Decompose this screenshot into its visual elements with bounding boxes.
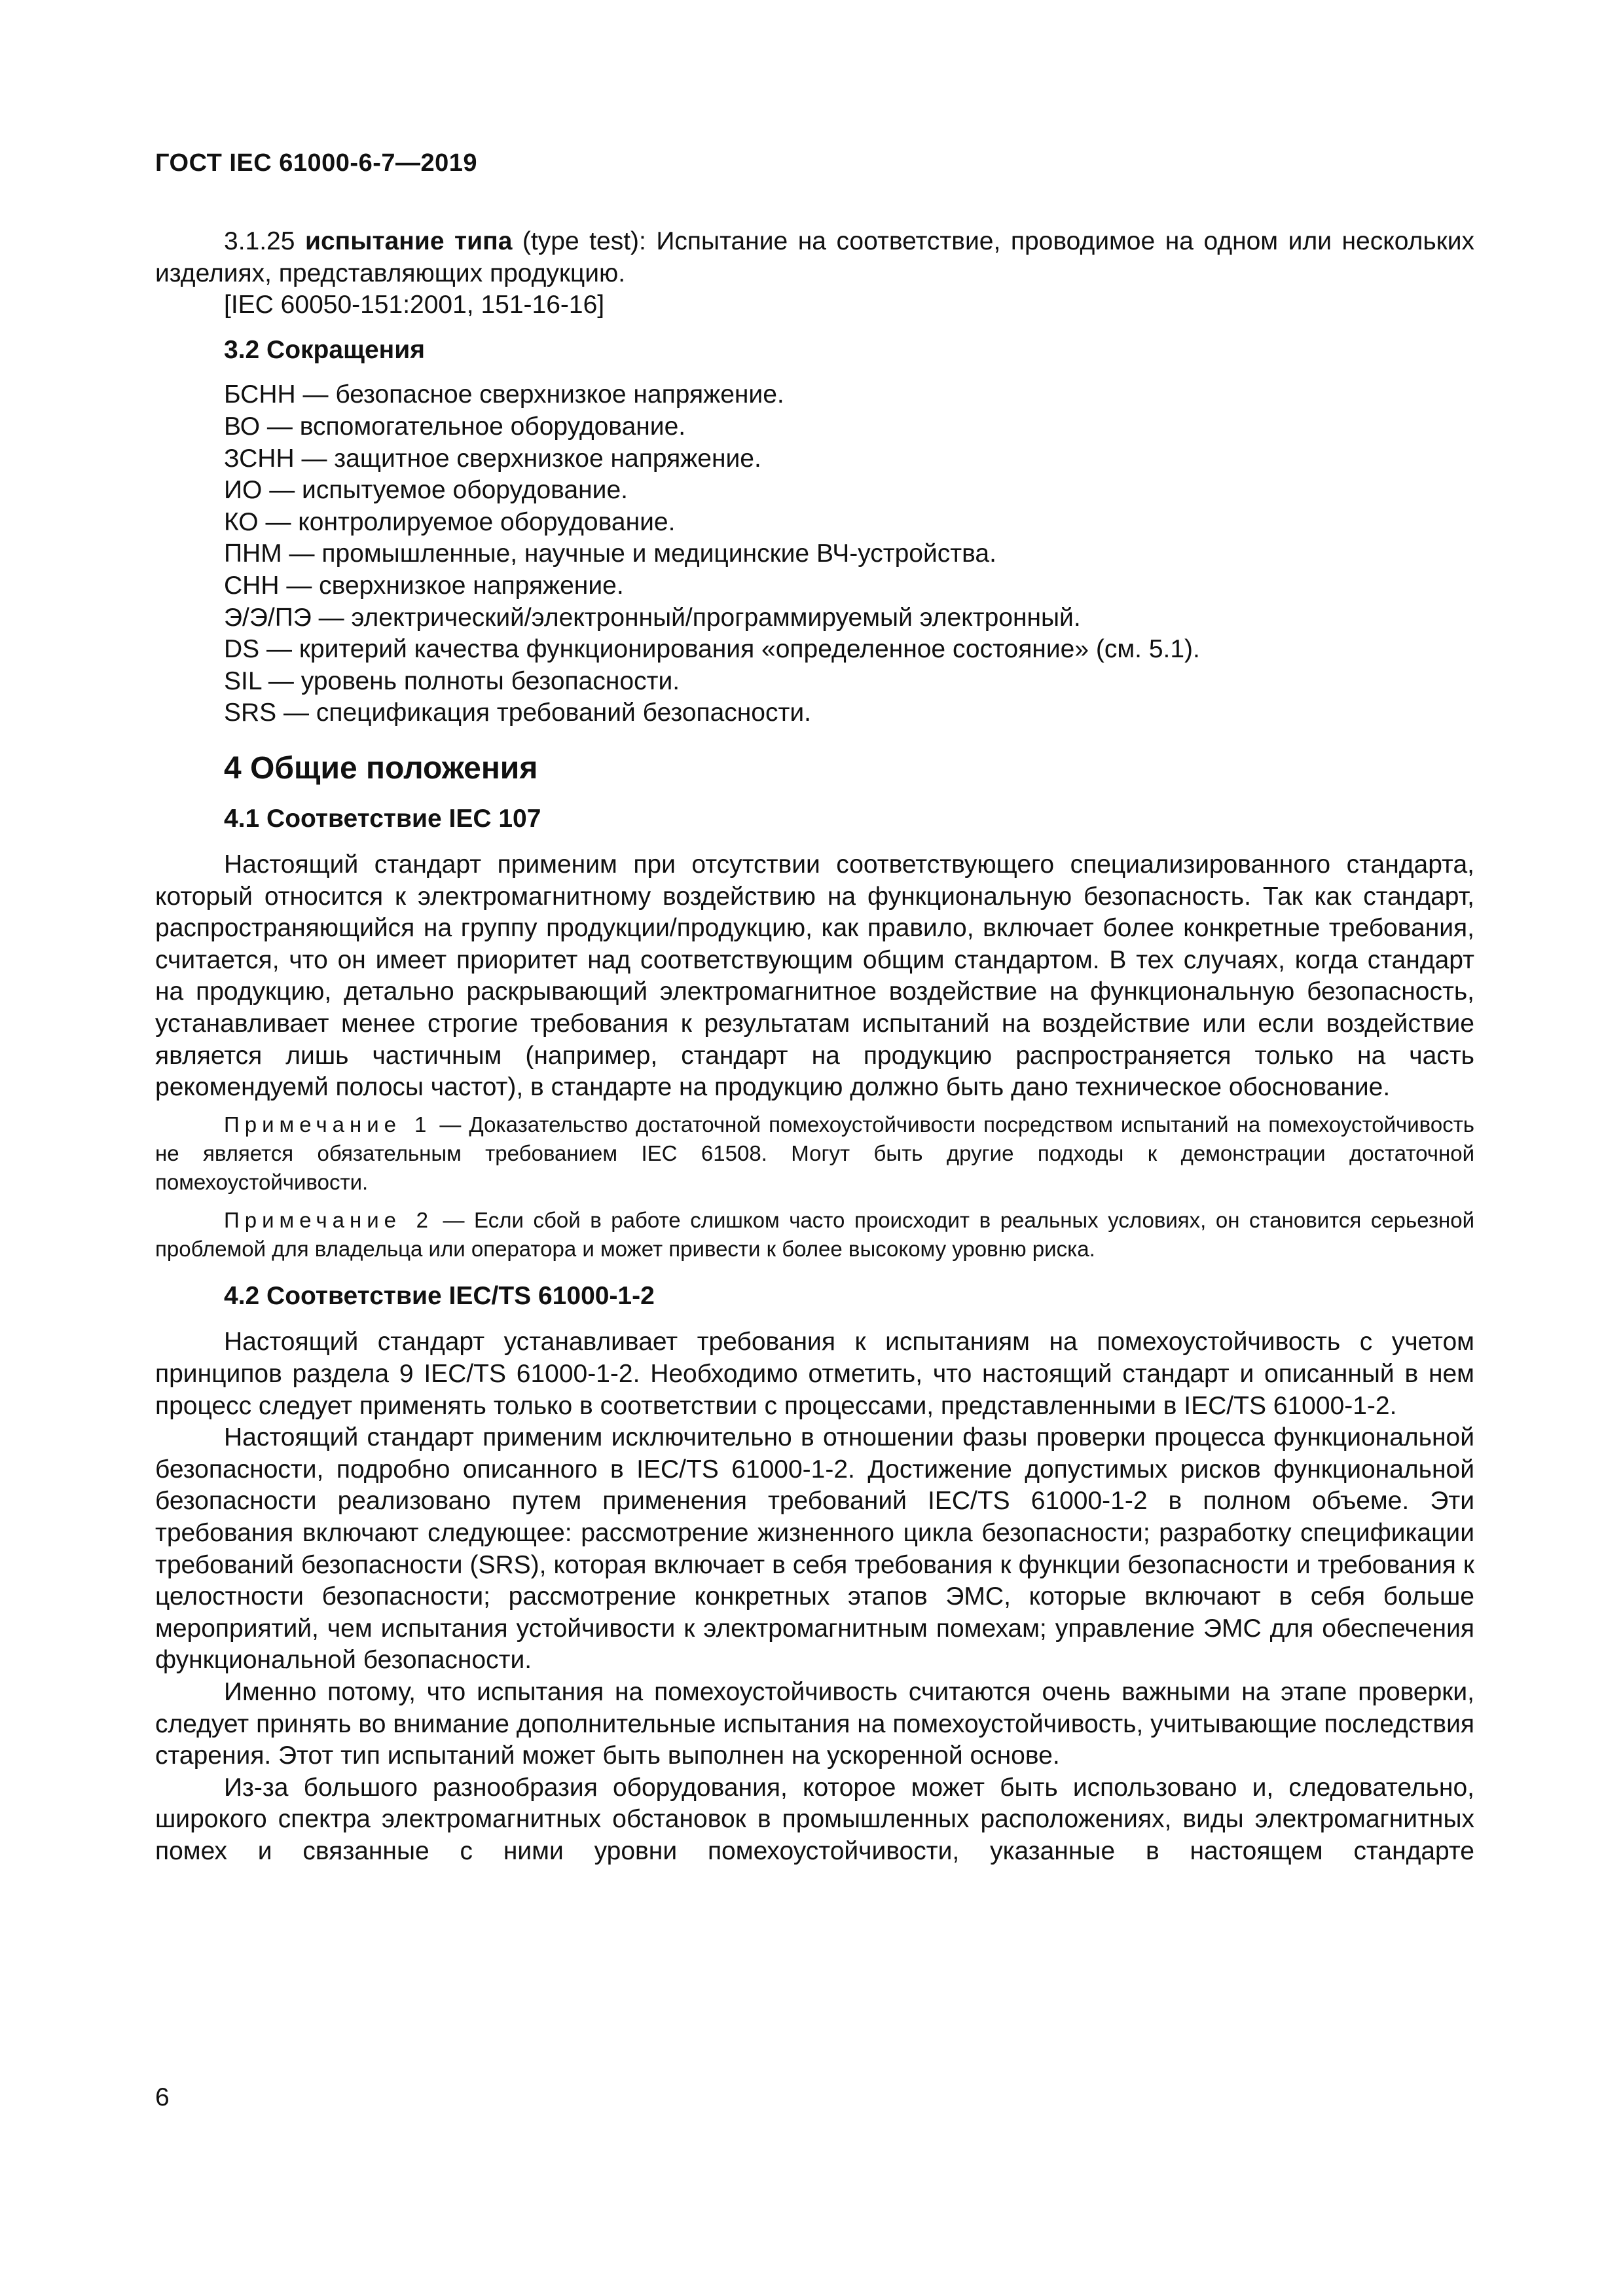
clause-source-reference: [IEC 60050-151:2001, 151-16-16] [224, 291, 605, 319]
abbreviation-item: ЗСНН — защитное сверхнизкое напряжение. [224, 444, 761, 473]
section-4-2-paragraph: Настоящий стандарт применим исключительно в отношении фазы проверки процесса функциональной безопасности, подробно описанного в IEC/TS 61000-1-2. Достижение допустимых рисков функциональной безопасности реализовано путем применения требований IEC/TS 61000-1-2 в полном объеме. Эти требования включают следующее: рассмотрение жизненного цикла безопасности; разработку спецификации требований безопасности (SRS), которая включает в себя требования к функции безопасности и требования к целостности безопасности; рассмотрение конкретных этапов ЭМС, которые включают в себя больше мероприятий, чем испытания устойчивости к электромагнитным помехам; управление ЭМС для обеспечения функциональной безопасности. [155, 1423, 1474, 1675]
section-heading-4-1: 4.1 Соответствие IEC 107 [224, 804, 541, 833]
note-2-text: — Если сбой в работе слишком часто происходит в реальных условиях, он становится серьезной проблемой для владельца или оператора и может привести к более высокому уровню риска. [155, 1207, 1475, 1261]
document-header: ГОСТ IEC 61000-6-7—2019 [155, 149, 478, 177]
term-definition: (type test): Испытание на соответствие, проводимое на одном или нескольких изделиях, представляющих продукцию. [155, 227, 1475, 287]
abbreviation-item: КО — контролируемое оборудование. [224, 507, 676, 536]
term: испытание типа [304, 227, 513, 255]
section-4-1-paragraph: Настоящий стандарт применим при отсутствии соответствующего специализированного стандарта, который относится к электромагнитному воздействию на функциональную безопасность. Так как стандарт, распространяющийся на группу продукции/продукцию, как правило, включает более конкретные требования, считается, что он имеет приоритет над соответствующим общим стандартом. В тех случаях, когда стандарт на продукцию, детально раскрывающий электромагнитное воздействие на функциональную безопасность, устанавливает менее строгие требования к результатам испытаний на воздействие или если воздействие является лишь частичным (например, стандарт на продукцию распространяется только на часть рекомендуемй полосы частот), в стандарте на продукцию должно быть дано техническое обоснование. [155, 850, 1474, 1102]
section-4-2-paragraph: Из-за большого разнообразия оборудования, которое может быть использовано и, следовательно, широкого спектра электромагнитных обстановок в промышленных расположениях, виды электромагнитных помех и связанные с ними уровни помехоустойчивости, указанные в настоящем стандарте [155, 1773, 1474, 1865]
abbreviation-item: БСНН — безопасное сверхнизкое напряжение. [224, 380, 784, 409]
note-2 [155, 1206, 1474, 1264]
abbreviation-item: SIL — уровень полноты безопасности. [224, 666, 680, 695]
abbreviation-item: SRS — спецификация требований безопасности. [224, 699, 811, 727]
abbreviation-item: DS — критерий качества функционирования «определенное состояние» (см. 5.1). [224, 635, 1200, 664]
abbreviation-item: ВО — вспомогательное оборудование. [224, 412, 686, 441]
section-4-2-paragraph: Именно потому, что испытания на помехоустойчивость считаются очень важными на этапе проверки, следует принять во внимание дополнительные испытания на помехоустойчивость, учитывающие последствия старения. Этот тип испытаний может быть выполнен на ускоренной основе. [155, 1677, 1474, 1770]
note-1 [155, 1110, 1474, 1197]
section-heading-4: 4 Общие положения [224, 750, 538, 786]
clause-3-1-25 [155, 226, 1474, 289]
abbreviations-list [155, 379, 1474, 729]
note-2-label: Примечание 2 [224, 1207, 433, 1232]
section-4-2-paragraph: Настоящий стандарт устанавливает требования к испытаниям на помехоустойчивость с учетом принципов раздела 9 IEC/TS 61000-1-2. Необходимо отметить, что настоящий стандарт и описанный в нем процесс следует применять только в соответствии с процессами, представленными в IEC/TS 61000-1-2. [155, 1328, 1474, 1420]
document-body [155, 226, 1474, 1868]
page-number: 6 [155, 2083, 170, 2111]
abbreviation-item: Э/Э/ПЭ — электрический/электронный/программируемый электронный. [224, 603, 1081, 632]
section-heading-3-2: 3.2 Сокращения [224, 335, 425, 364]
abbreviation-item: ИО — испытуемое оборудование. [224, 476, 628, 505]
abbreviation-item: СНН — сверхнизкое напряжение. [224, 571, 624, 600]
clause-number: 3.1.25 [224, 227, 295, 255]
abbreviation-item: ПНМ — промышленные, научные и медицинские ВЧ-устройства. [224, 539, 996, 568]
note-1-label: Примечание 1 [224, 1112, 432, 1137]
section-heading-4-2: 4.2 Соответствие IEC/TS 61000-1-2 [224, 1281, 655, 1310]
note-1-text: — Доказательство достаточной помехоустойчивости посредством испытаний на помехоустойчивость не является обязательным требованием IEC 61508. Могут быть другие подходы к демонстрации достаточной помехоустойчивости. [155, 1112, 1474, 1194]
